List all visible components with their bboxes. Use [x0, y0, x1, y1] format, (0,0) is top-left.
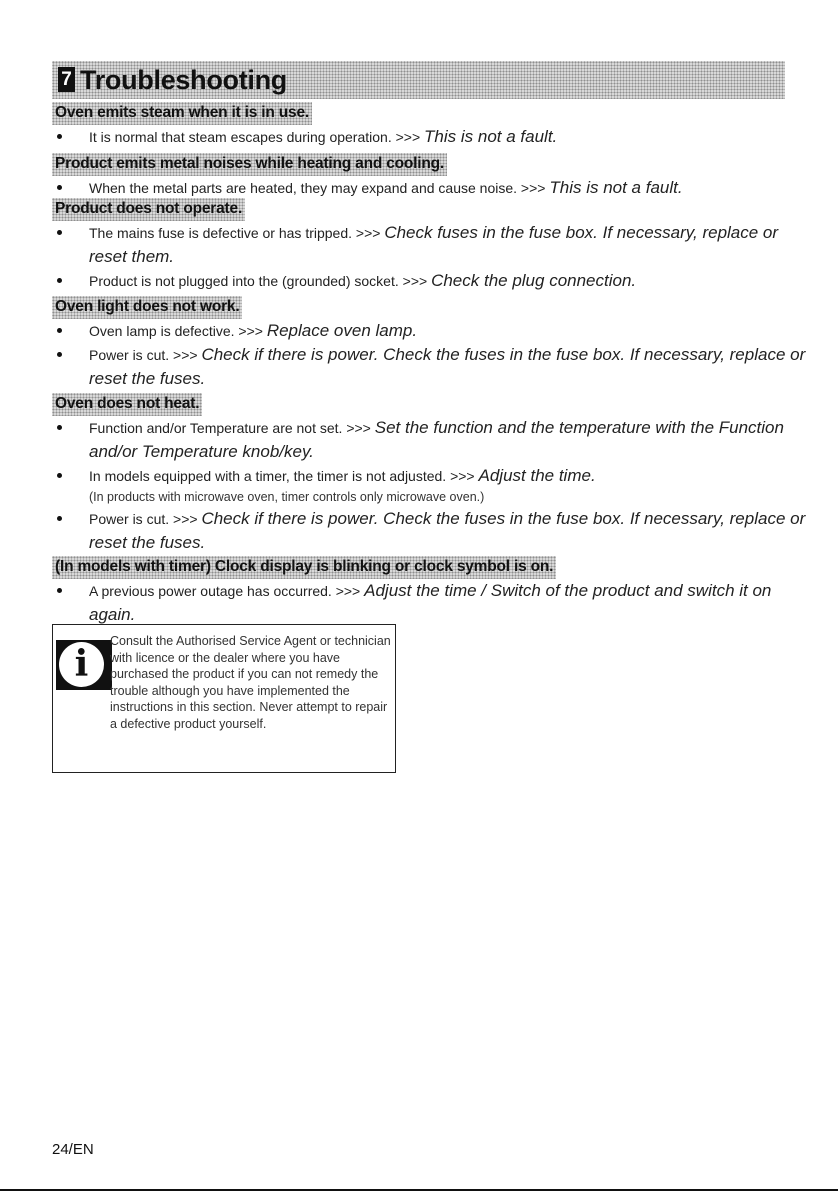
- remedy-text: Adjust the time / Switch of the product and switch it on again.: [89, 581, 772, 624]
- list-item: [52, 319, 809, 343]
- list-item: [52, 269, 809, 293]
- section-oven-light: [52, 296, 809, 391]
- remedy-text: Adjust the time.: [478, 466, 596, 485]
- remedy-text: Check if there is power. Check the fuses in the fuse box. If necessary, replace or reset the fuses.: [89, 345, 806, 388]
- chapter-banner: [52, 61, 785, 99]
- section-heading: Oven does not heat.: [52, 393, 202, 416]
- cause-text: When the metal parts are heated, they may expand and cause noise. >>>: [89, 180, 550, 196]
- list-item: [52, 343, 809, 391]
- list-item: [52, 125, 809, 149]
- remedy-text: Check fuses in the fuse box. If necessary, replace or reset them.: [89, 223, 779, 266]
- info-box: [52, 624, 396, 773]
- cause-text: Product is not plugged into the (grounded) socket. >>>: [89, 273, 432, 289]
- remedy-text: This is not a fault.: [549, 178, 683, 197]
- bullet-dot: [57, 328, 62, 333]
- cause-text: It is normal that steam escapes during operation. >>>: [89, 129, 425, 145]
- bullet-dot: [57, 352, 62, 357]
- list-item: [52, 416, 809, 464]
- list-item: [52, 579, 809, 627]
- chapter-title: Troubleshooting: [80, 65, 287, 95]
- chapter-number: 7: [58, 67, 75, 92]
- bullet-dot: [57, 588, 62, 593]
- remedy-text: Set the function and the temperature with the Function and/or Temperature knob/key.: [89, 418, 784, 461]
- bullet-dot: [57, 278, 62, 283]
- remedy-text: This is not a fault.: [424, 127, 558, 146]
- cause-text: Power is cut. >>>: [89, 511, 202, 527]
- bullet-dot: [57, 134, 62, 139]
- info-icon: i: [56, 640, 112, 690]
- bullet-dot: [57, 473, 62, 478]
- section-not-operate: [52, 198, 809, 293]
- cause-text: A previous power outage has occurred. >>>: [89, 583, 365, 599]
- section-heading: (In models with timer) Clock display is blinking or clock symbol is on.: [52, 556, 556, 579]
- section-heading: Product does not operate.: [52, 198, 245, 221]
- cause-text: The mains fuse is defective or has tripped. >>>: [89, 225, 385, 241]
- list-item: [52, 176, 809, 200]
- remedy-text: Check the plug connection.: [431, 271, 637, 290]
- cause-text: Oven lamp is defective. >>>: [89, 323, 267, 339]
- microwave-note: (In products with microwave oven, timer controls only microwave oven.): [89, 490, 485, 504]
- bullet-dot: [57, 230, 62, 235]
- section-steam: [52, 102, 809, 149]
- section-heading: Oven emits steam when it is in use.: [52, 102, 312, 125]
- bullet-dot: [57, 516, 62, 521]
- section-heading: Oven light does not work.: [52, 296, 242, 319]
- section-not-heat: [52, 393, 809, 555]
- info-text: Consult the Authorised Service Agent or technician with licence or the dealer where you have purchased the product if you can not remedy the trouble although you have implemented the instructions in this section. Never attempt to repair a defective product yourself.: [110, 634, 391, 731]
- cause-text: In models equipped with a timer, the timer is not adjusted. >>>: [89, 468, 479, 484]
- section-metal-noises: [52, 153, 809, 200]
- cause-text: Power is cut. >>>: [89, 347, 202, 363]
- page-number: 24/EN: [52, 1141, 94, 1158]
- remedy-text: Check if there is power. Check the fuses in the fuse box. If necessary, replace or reset the fuses.: [89, 509, 806, 552]
- remedy-text: Replace oven lamp.: [266, 321, 418, 340]
- list-item: [52, 464, 809, 507]
- bullet-dot: [57, 425, 62, 430]
- bullet-dot: [57, 185, 62, 190]
- list-item: [52, 221, 809, 269]
- section-clock-blinking: [52, 556, 809, 627]
- list-item: [52, 507, 809, 555]
- section-heading: Product emits metal noises while heating and cooling.: [52, 153, 447, 176]
- cause-text: Function and/or Temperature are not set. >>>: [89, 420, 375, 436]
